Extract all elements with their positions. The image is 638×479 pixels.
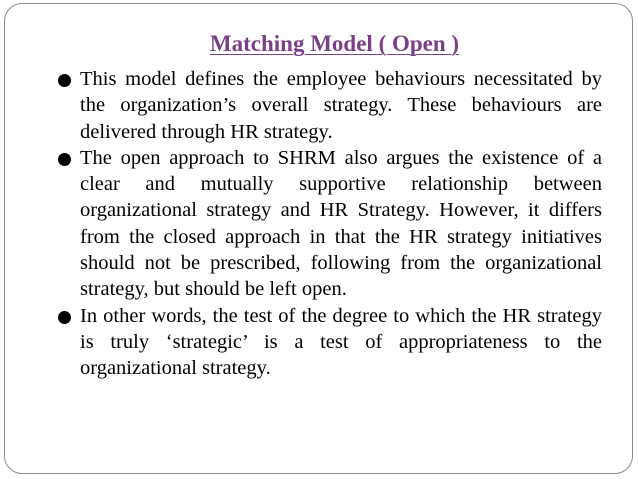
bullet-point-icon xyxy=(58,153,71,166)
bullet-item xyxy=(58,303,602,382)
bullet-item xyxy=(58,66,602,145)
bullet-list xyxy=(58,66,602,382)
bullet-point-icon xyxy=(58,311,71,324)
bullet-item xyxy=(58,145,602,303)
slide-title: Matching Model ( Open ) xyxy=(209,31,460,56)
bullet-point-icon xyxy=(58,74,71,87)
bullet-text: The open approach to SHRM also argues the existence of a clear and mutually supportive relationship between organizational strategy and HR Strategy. However, it differs from the closed approach in that the HR strategy initiatives should not be prescribed, following from the organizational strategy, but should be left open. xyxy=(80,146,602,301)
bullet-text: This model defines the employee behaviours necessitated by the organization’s overall strategy. These behaviours are delivered through HR strategy. xyxy=(80,68,602,143)
bullet-text: In other words, the test of the degree to which the HR strategy is truly ‘strategic’ is a test of appropriateness to the organizational strategy. xyxy=(80,304,602,380)
